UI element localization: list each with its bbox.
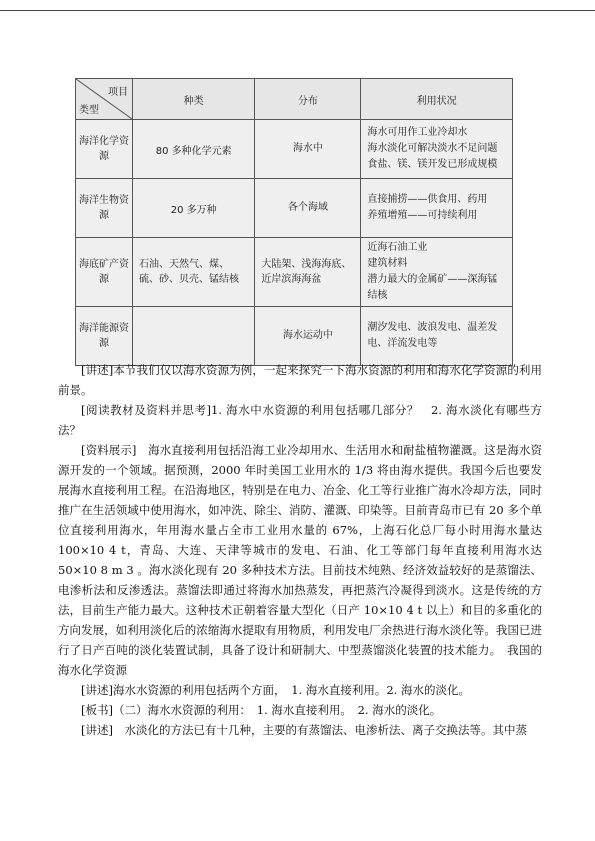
- row-type: 海洋生物资源: [76, 179, 133, 238]
- usage-line: 海水可用作工业冷却水: [367, 127, 468, 138]
- usage-line: 潮汐发电、波浪发电、温差发电、洋流发电等: [367, 322, 498, 349]
- row-type: 海洋能源资源: [76, 307, 133, 366]
- row-usage: [361, 238, 513, 307]
- paragraph-lecture-intro: [讲述]本节我们仅以海水资源为例，一起来探究一下海水资源的利用和海水化学资源的利用前景。: [58, 363, 542, 397]
- row-distribution: 大陆架、浅海海底、近岸滨海海盆: [255, 238, 361, 307]
- row-kind: 20 多万种: [132, 179, 254, 238]
- table-corner-cell: [76, 79, 133, 120]
- row-distribution: 海水中: [255, 120, 361, 179]
- paragraph-lecture-usage: [讲述]海水水资源的利用包括两个方面， 1. 海水直接利用。2. 海水的淡化。: [81, 683, 470, 697]
- paragraph-material: [资料展示] 海水直接利用包括沿海工业冷却用水、生活用水和耐盐植物灌溉。这是海水资源开发的一个领域。据预测，2000 年时美国工业用水的 1/3 将由海水提供。我国今后也要发展海水直接利用工程。在沿海地区，特别是在电力、冶金、化工等行业推广海水冷却方法，同时推广在生活领域中使用海水，如冲洗、除尘、消防、灌溉、印染等。目前青岛市已有 20 多个单位直接利用海水，年用海水量占全市工业用水量的 67%，上海石化总厂每小时用海水量达 100×10 4 t，青岛、大连、天津等城市的发电、石油、化工等部门每年直接利用海水达 50×10 8 m 3 。海水淡化现有 20 多种技术方法。目前技术纯熟、经济效益较好的是蒸馏法、电渗析法和反渗透法。蒸馏法即通过将海水加热蒸发，再把蒸汽冷凝得到淡水。这是传统的方法，目前生产能力最大。这种技术正朝着容量大型化（日产 10×10 4 t 以上）和目的多重化的方向发展，如利用淡化后的浓缩海水提取有用物质，利用发电厂余热进行海水淡化等。我国已进行了日产百吨的淡化装置试制，具备了设计和研制大、中型蒸馏淡化装置的技术能力。 我国的海水化学资源: [58, 443, 542, 677]
- body-text: [58, 360, 542, 740]
- table-row: [76, 307, 513, 366]
- paragraph-lecture-desalination: [讲述] 水淡化的方法已有十几种，主要的有蒸馏法、电渗析法、离子交换法等。其中蒸: [81, 723, 527, 737]
- usage-line: 直接捕捞——供食用、药用: [367, 194, 488, 205]
- usage-line: 食盐、镁、镁开发已形成规模: [367, 159, 498, 170]
- row-type: 海洋化学资源: [76, 120, 133, 179]
- header-kind: 种类: [132, 79, 254, 120]
- usage-line: 建筑材料: [367, 258, 408, 269]
- corner-label-item: 项目: [107, 87, 128, 98]
- table-header-row: [76, 79, 513, 120]
- row-distribution: 各个海域: [255, 179, 361, 238]
- row-distribution: 海水运动中: [255, 307, 361, 366]
- usage-line: 海水淡化可解决淡水不足问题: [367, 143, 498, 154]
- header-usage: 利用状况: [361, 79, 513, 120]
- row-usage: [361, 307, 513, 366]
- page-top-rule: [0, 10, 595, 11]
- paragraph-board-notes: [板书]（二）海水水资源的利用： 1. 海水直接利用。 2. 海水的淡化。: [81, 703, 442, 717]
- table-row: [76, 238, 513, 307]
- row-kind: 80 多种化学元素: [132, 120, 254, 179]
- row-kind: 石油、天然气、煤、硫、砂、贝壳、锰结核: [132, 238, 254, 307]
- usage-line: 潜力最大的金属矿——深海锰结核: [367, 274, 498, 301]
- row-usage: [361, 179, 513, 238]
- row-kind: [132, 307, 254, 366]
- paragraph-reading-questions: [阅读教材及资料并思考]1. 海水中水资源的利用包括哪几部分？ 2. 海水淡化有哪些方法？: [58, 403, 542, 437]
- row-type: 海底矿产资源: [76, 238, 133, 307]
- usage-line: 养殖增殖——可持续利用: [367, 210, 478, 221]
- row-usage: [361, 120, 513, 179]
- usage-line: 近海石油工业: [367, 242, 428, 253]
- table-row: [76, 179, 513, 238]
- table-row: [76, 120, 513, 179]
- corner-label-type: 类型: [79, 105, 99, 116]
- resource-table: [75, 78, 513, 366]
- header-distribution: 分布: [255, 79, 361, 120]
